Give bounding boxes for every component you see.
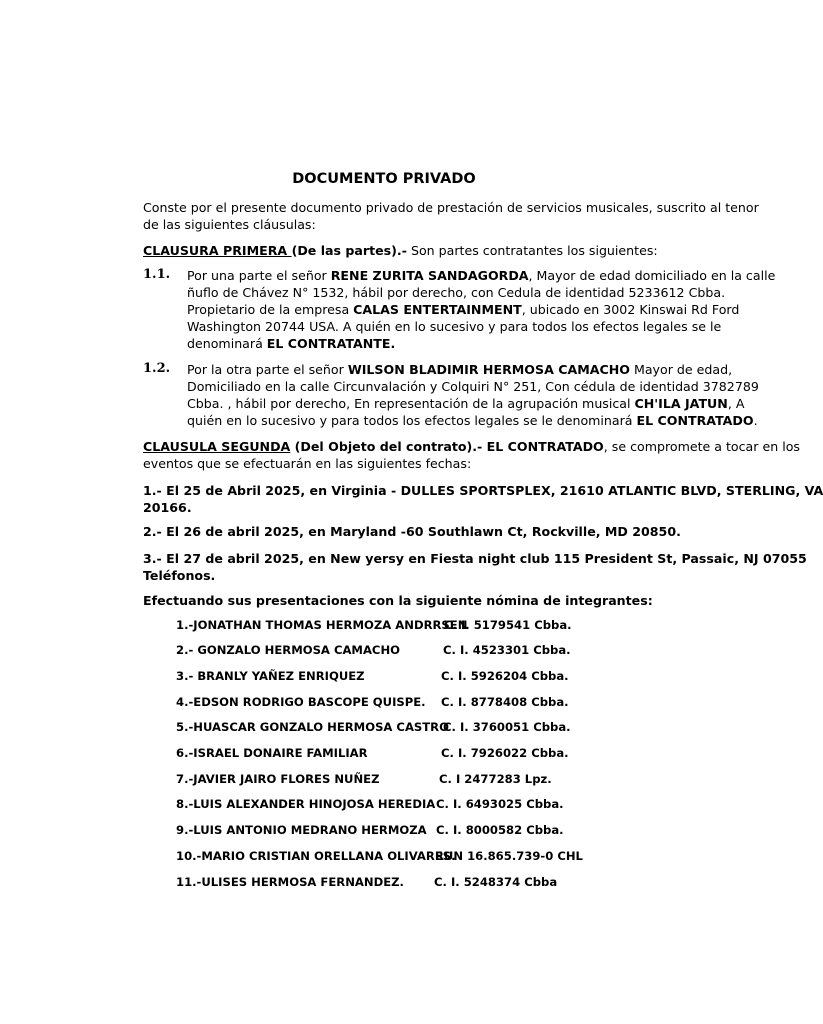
member-name: 1.-JONATHAN THOMAS HERMOZA ANDRRSEN (176, 618, 468, 632)
member-name: 5.-HUASCAR GONZALO HERMOSA CASTRO (176, 720, 449, 734)
item-1-2-line: Por la otra parte el señor WILSON BLADIMIR HERMOSA CAMACHO Mayor de edad, (187, 362, 733, 377)
member-id: C. I. 6493025 Cbba. (436, 797, 564, 811)
clause-2-line-2: eventos que se efectuarán en las siguientes fechas: (143, 456, 472, 471)
member-name: 6.-ISRAEL DONAIRE FAMILIAR (176, 746, 368, 760)
event-line: 20166. (143, 500, 192, 515)
members-intro: Efectuando sus presentaciones con la siguiente nómina de integrantes: (143, 593, 653, 608)
clause-2-text: , se compromete a tocar en los (603, 439, 800, 454)
member-id: C. I. 5179541 Cbba. (444, 618, 572, 632)
item-1-2-line: Domiciliado en la calle Circunvalación y Colquiri N° 251, Con cédula de identidad 3782789 (187, 379, 759, 394)
member-name: 11.-ULISES HERMOSA FERNANDEZ. (176, 875, 404, 889)
item-number: 1.2. (143, 361, 171, 376)
item-1-1-line: Propietario de la empresa CALAS ENTERTAINMENT, ubicado en 3002 Kinswai Rd Ford (187, 302, 740, 317)
member-id: C. I 2477283 Lpz. (439, 772, 552, 786)
member-name: 2.- GONZALO HERMOSA CAMACHO (176, 643, 401, 657)
item-1-1-line: ñuflo de Chávez N° 1532, hábil por derecho, con Cedula de identidad 5233612 Cbba. (187, 285, 726, 300)
clause-1-heading (143, 242, 658, 259)
clause-2-subtitle: (Del Objeto del contrato).- EL CONTRATADO (290, 439, 604, 454)
member-id: C. I. 4523301 Cbba. (443, 643, 571, 657)
item-1-2-line: Cbba. , hábil por derecho, En representación de la agrupación musical CH'ILA JATUN, A (187, 396, 745, 411)
intro-line-2: de las siguientes cláusulas: (143, 217, 316, 232)
event-line: Teléfonos. (143, 568, 216, 583)
clause-1-text: Son partes contratantes los siguientes: (406, 243, 658, 258)
member-id: C. I. 8000582 Cbba. (436, 823, 564, 837)
clause-1-subtitle: (De las partes).- (291, 243, 407, 258)
event-line: 3.- El 27 de abril 2025, en New yersy en Fiesta night club 115 President St, Passaic, NJ 07055 (143, 551, 807, 566)
clause-2-heading (143, 438, 800, 455)
intro-line-1: Conste por el presente documento privado de prestación de servicios musicales, suscrito al tenor (143, 200, 759, 215)
member-name: 8.-LUIS ALEXANDER HINOJOSA HEREDIA (176, 797, 436, 811)
member-id: C. I. 5248374 Cbba (434, 875, 558, 889)
event-line: 1.- El 25 de Abril 2025, en Virginia - DULLES SPORTSPLEX, 21610 ATLANTIC BLVD, STERLING, VA (143, 483, 823, 498)
item-number: 1.1. (143, 267, 171, 282)
member-id: RUN 16.865.739-0 CHL (435, 849, 583, 863)
member-name: 4.-EDSON RODRIGO BASCOPE QUISPE. (176, 695, 426, 709)
member-name: 7.-JAVIER JAIRO FLORES NUÑEZ (176, 772, 380, 786)
member-name: 10.-MARIO CRISTIAN ORELLANA OLIVARES. (176, 849, 456, 863)
item-1-1-line: Washington 20744 USA. A quién en lo sucesivo y para todos los efectos legales se le (187, 319, 722, 334)
member-id: C. I. 5926204 Cbba. (441, 669, 569, 683)
clause-1-title: CLAUSURA PRIMERA (143, 243, 292, 258)
item-1-1-line: denominará EL CONTRATANTE. (187, 336, 396, 351)
item-1-1-line: Por una parte el señor RENE ZURITA SANDAGORDA, Mayor de edad domiciliado en la calle (187, 268, 776, 283)
member-id: C. I. 3760051 Cbba. (443, 720, 571, 734)
member-id: C. I. 8778408 Cbba. (441, 695, 569, 709)
member-name: 9.-LUIS ANTONIO MEDRANO HERMOZA (176, 823, 427, 837)
member-id: C. I. 7926022 Cbba. (441, 746, 569, 760)
document-title: DOCUMENTO PRIVADO (292, 171, 476, 187)
clause-2-title: CLAUSULA SEGUNDA (143, 439, 291, 454)
event-line: 2.- El 26 de abril 2025, en Maryland -60 Southlawn Ct, Rockville, MD 20850. (143, 524, 681, 539)
item-1-2-line: quién en lo sucesivo y para todos los efectos legales se le denominará EL CONTRATADO. (187, 413, 758, 428)
member-name: 3.- BRANLY YAÑEZ ENRIQUEZ (176, 669, 365, 683)
